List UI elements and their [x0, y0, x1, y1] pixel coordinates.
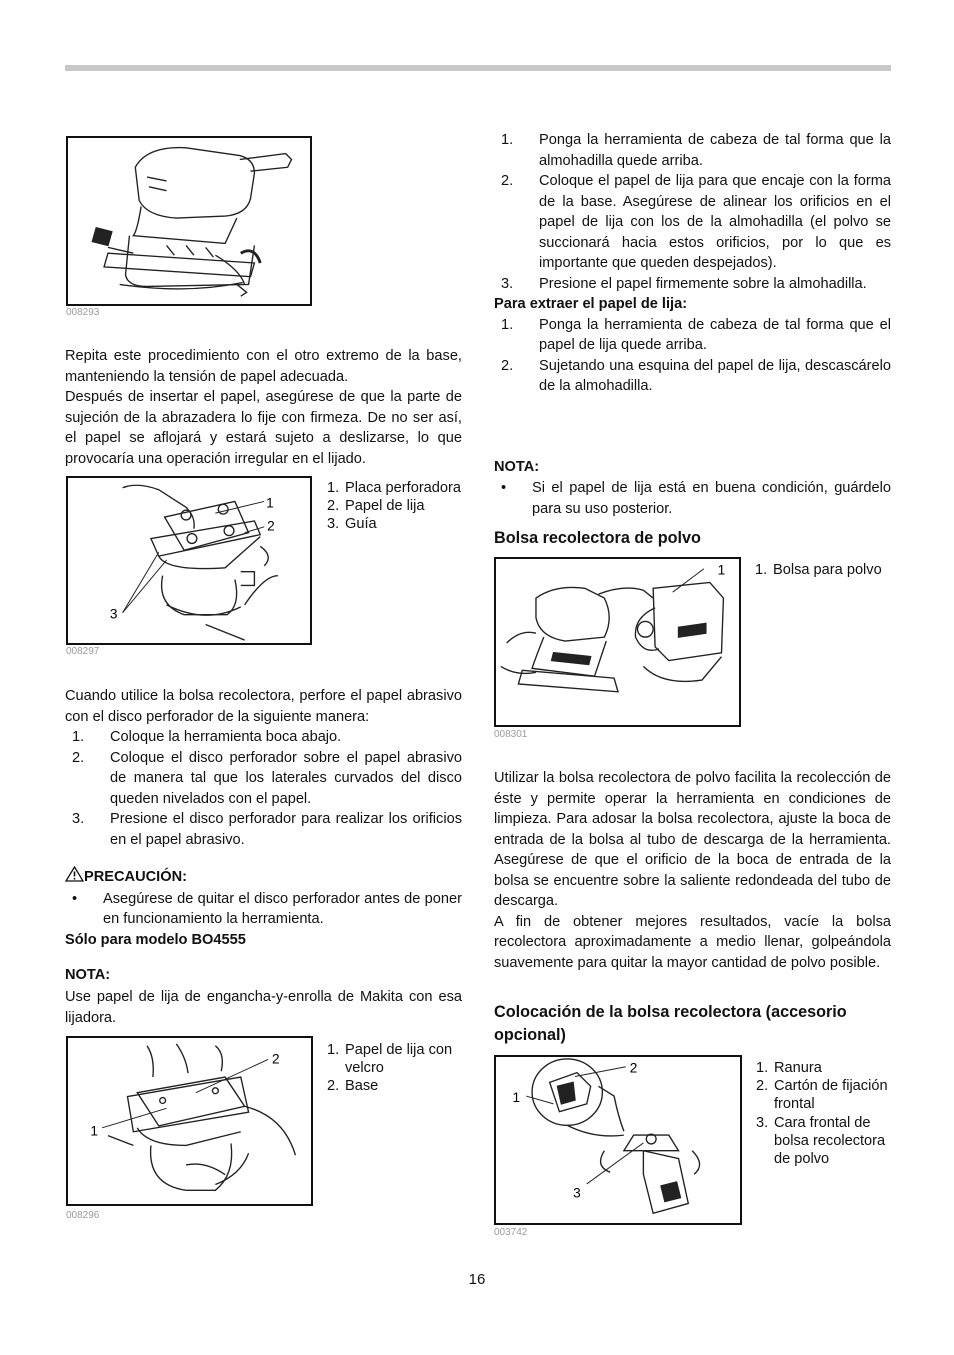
legend-item: 1. Placa perforadora — [327, 480, 462, 496]
punch-steps-list — [65, 727, 462, 850]
legend-item: 1. Papel de lija con velcro — [327, 1042, 453, 1077]
paragraph-text: Repita este procedimiento con el otro extremo de la base, manteniendo la tensión de papel adecuada. — [65, 348, 462, 385]
callout-1: 1 — [717, 562, 726, 578]
list-item: 3. Presione el disco perforador para realizar los orificios en el papel abrasivo. — [72, 811, 462, 848]
note-heading: NOTA: — [65, 967, 111, 983]
sander-clamp-illustration — [68, 138, 310, 304]
note-item: • Si el papel de lija está en buena condición, guárdelo para su uso posterior. — [501, 480, 891, 517]
callout-1: 1 — [266, 495, 274, 511]
figure-dust-bag — [494, 557, 741, 727]
callout-2: 2 — [272, 1051, 280, 1067]
legend-item: 3. Guía — [327, 516, 377, 533]
callout-3: 3 — [573, 1185, 581, 1201]
caution-block — [65, 866, 462, 950]
figure-code: 003742 — [494, 1227, 528, 1238]
callout-2: 2 — [267, 518, 275, 534]
caution-heading: PRECAUCIÓN: — [65, 866, 462, 888]
caution-item: • Asegúrese de quitar el disco perforador antes de poner en funcionamiento la herramienta. — [72, 890, 462, 927]
attach-steps-list — [494, 130, 891, 397]
velcro-paper-illustration — [68, 1038, 311, 1204]
list-item: 2. Sujetando una esquina del papel de lija, descascárelo de la almohadilla. — [501, 357, 891, 394]
figure-legend — [327, 479, 467, 534]
paragraph-text: Después de insertar el papel, asegúrese de que la parte de sujeción de la abrazadera lo fije con firmeza. De no ser así, el papel se aflojará y estará sujeto a deslizarse, lo que provocaría una operación irregular en el lijado. — [65, 389, 462, 467]
figure-legend — [755, 561, 895, 579]
figure-code: 008301 — [494, 729, 528, 740]
legend-item: 1. Ranura — [756, 1060, 822, 1076]
page-number: 16 — [468, 1271, 486, 1288]
list-item: 2. Coloque el disco perforador sobre el papel abrasivo de manera tal que los laterales curvados del disco queden nivelados con el papel. — [72, 749, 462, 807]
section-heading-dust-bag: Bolsa recolectora de polvo — [494, 529, 701, 547]
callout-1: 1 — [90, 1123, 98, 1139]
attach-bag-illustration — [496, 1057, 740, 1223]
list-item: 3. Presione el papel firmemente sobre la almohadilla. — [501, 275, 867, 292]
figure-attach-bag — [494, 1055, 742, 1225]
extract-heading: Para extraer el papel de lija: — [494, 296, 688, 312]
list-item: 1. Ponga la herramienta de cabeza de tal forma que la almohadilla quede arriba. — [501, 132, 891, 169]
figure-code: 008297 — [66, 646, 100, 657]
legend-item: 1. Bolsa para polvo — [755, 562, 882, 578]
section-heading-attach-bag: Colocación de la bolsa recolectora (accesorio opcional) — [494, 1003, 847, 1044]
dust-bag-illustration — [496, 559, 739, 725]
note-text: Use papel de lija de engancha-y-enrolla de Makita con esa lijadora. — [65, 989, 462, 1026]
figure-code: 008293 — [66, 307, 100, 318]
paragraph-dust-bag — [494, 768, 891, 973]
figure-velcro-paper — [66, 1036, 313, 1206]
paragraph-text: Utilizar la bolsa recolectora de polvo facilita la recolección de éste y permite operar la herramienta en condiciones de limpieza. Para adosar la bolsa recolectora, ajuste la boca de entrada de la bolsa al tubo de descarga de la herramienta. Asegúrese de que el orificio de la boca de entrada de la bolsa se encuentre sobre la saliente redondeada del tubo de descarga. — [494, 770, 891, 909]
list-item: 1. Coloque la herramienta boca abajo. — [72, 729, 342, 745]
note-heading: NOTA: — [494, 459, 540, 475]
figure-code: 008296 — [66, 1210, 100, 1221]
legend-item: 2. Cartón de fijación frontal — [756, 1078, 888, 1113]
callout-1: 1 — [512, 1089, 521, 1105]
legend-item: 2. Papel de lija — [327, 498, 425, 515]
figure-legend — [327, 1041, 467, 1096]
list-item: 2. Coloque el papel de lija para que encaje con la forma de la base. Asegúrese de alinear los orificios en el papel de lija con los de la almohadilla (el polvo se succionará hacia estos orificios, por lo que es importante que queden despejados). — [501, 173, 891, 271]
figure-legend — [756, 1059, 891, 1168]
paragraph-repeat-procedure — [65, 346, 462, 469]
paragraph-punch-intro: Cuando utilice la bolsa recolectora, perfore el papel abrasivo con el disco perforador de la siguiente manera: — [65, 688, 462, 725]
callout-3: 3 — [109, 606, 118, 622]
figure-punch-plate — [66, 476, 312, 645]
paragraph-text: A fin de obtener mejores resultados, vacíe la bolsa recolectora aproximadamente a medio llenar, golpeándola suavemente para quitar la mayor cantidad de polvo posible. — [494, 913, 891, 971]
header-rule — [65, 65, 891, 71]
legend-item: 2. Base — [327, 1078, 379, 1095]
list-item: 1. Ponga la herramienta de cabeza de tal forma que el papel de lija quede arriba. — [501, 316, 891, 353]
punch-plate-illustration — [68, 478, 310, 643]
legend-item: 3. Cara frontal de bolsa recolectora de polvo — [756, 1114, 886, 1168]
figure-sander-clamp — [66, 136, 312, 306]
callout-2: 2 — [629, 1060, 638, 1076]
warning-icon — [65, 866, 84, 882]
note-list — [494, 478, 891, 519]
model-note: Sólo para modelo BO4555 — [65, 931, 246, 948]
